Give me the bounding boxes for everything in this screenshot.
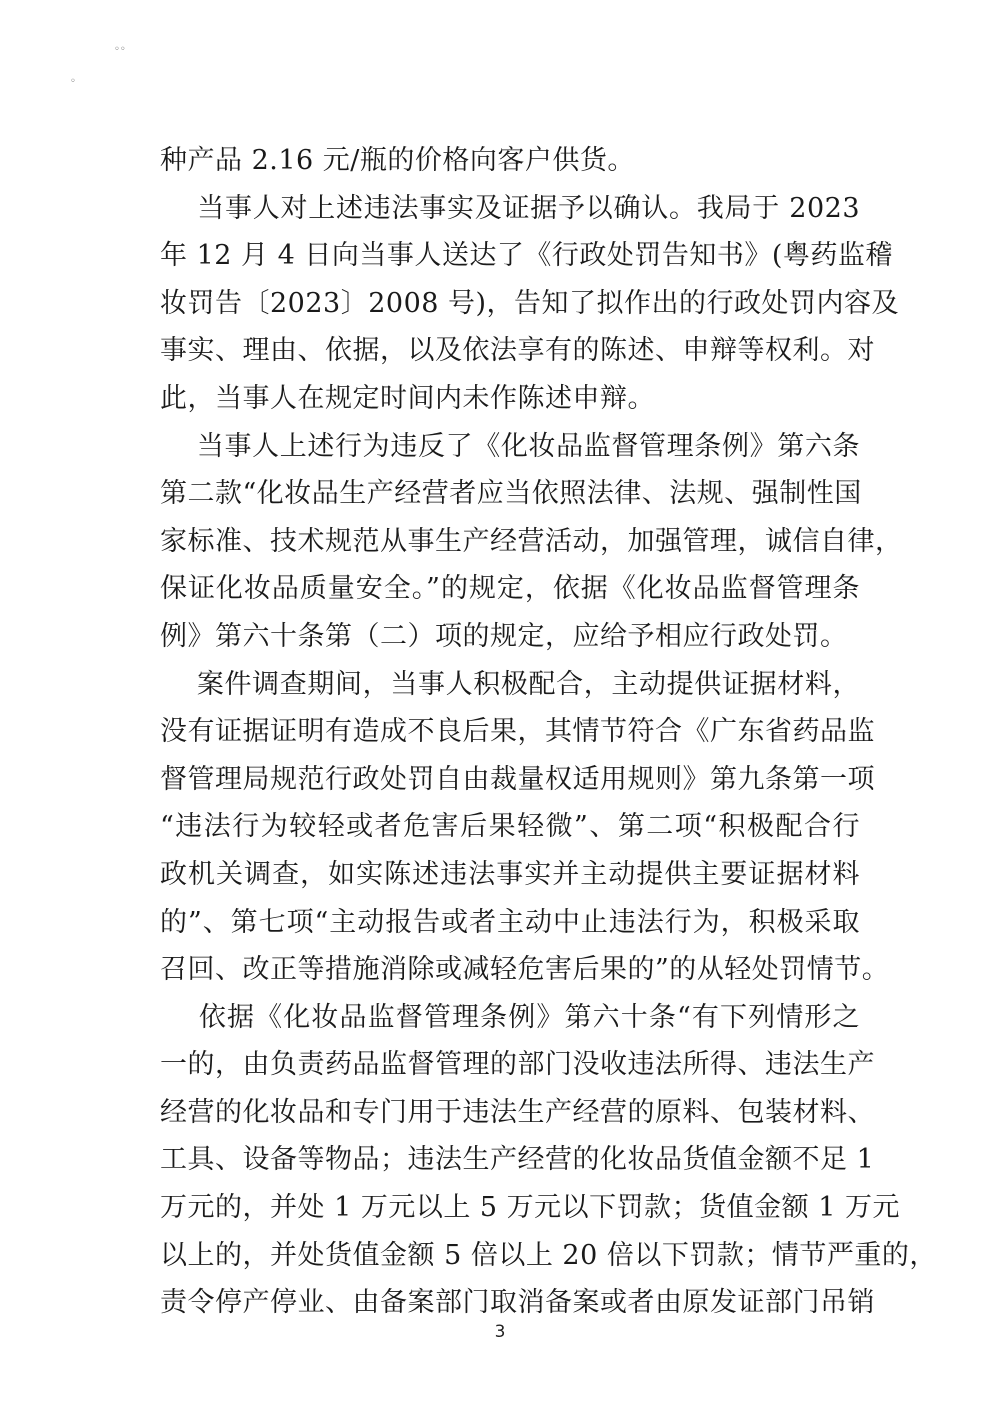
text-line: 没有证据证明有造成不良后果，其情节符合《广东省药品监 bbox=[160, 716, 875, 748]
document-body bbox=[160, 137, 937, 1327]
paragraph bbox=[160, 661, 890, 994]
text-line: 保证化妆品质量安全。”的规定，依据《化妆品监督管理条 bbox=[160, 573, 860, 605]
text-line: “违法行为较轻或者危害后果轻微”、第二项“积极配合行 bbox=[160, 811, 860, 843]
text-line: 年 12 月 4 日向当事人送达了《行政处罚告知书》(粤药监稽 bbox=[160, 240, 893, 272]
text-line: 例》第六十条第（二）项的规定，应给予相应行政处罚。 bbox=[160, 620, 848, 652]
text-line: 妆罚告〔2023〕2008 号)，告知了拟作出的行政处罚内容及 bbox=[160, 287, 900, 319]
paragraph bbox=[160, 994, 937, 1327]
text-line: 召回、改正等措施消除或减轻危害后果的”的从轻处罚情节。 bbox=[160, 954, 890, 986]
text-line: 家标准、技术规范从事生产经营活动，加强管理，诚信自律， bbox=[160, 525, 903, 557]
scan-mark: ◦ bbox=[70, 76, 76, 87]
text-line: 万元的，并处 1 万元以上 5 万元以下罚款；货值金额 1 万元 bbox=[160, 1192, 901, 1224]
text-line: 当事人上述行为违反了《化妆品监督管理条例》第六条 bbox=[160, 430, 860, 462]
text-line: 工具、设备等物品；违法生产经营的化妆品货值金额不足 1 bbox=[160, 1144, 875, 1176]
text-line: 当事人对上述违法事实及证据予以确认。我局于 2023 bbox=[160, 192, 860, 224]
scan-mark: ◦◦ bbox=[114, 44, 126, 55]
text-line: 种产品 2.16 元/瓶的价格向客户供货。 bbox=[160, 145, 635, 176]
text-line: 责令停产停业、由备案部门取消备案或者由原发证部门吊销 bbox=[160, 1287, 875, 1319]
text-line: 此，当事人在规定时间内未作陈述申辩。 bbox=[160, 382, 655, 414]
text-line: 经营的化妆品和专门用于违法生产经营的原料、包装材料、 bbox=[160, 1096, 875, 1128]
text-line: 的”、第七项“主动报告或者主动中止违法行为，积极采取 bbox=[160, 906, 860, 938]
text-line: 以上的，并处货值金额 5 倍以上 20 倍以下罚款；情节严重的， bbox=[160, 1239, 937, 1271]
text-line: 依据《化妆品监督管理条例》第六十条“有下列情形之 bbox=[160, 1001, 860, 1033]
paragraph bbox=[160, 137, 860, 185]
text-line: 第二款“化妆品生产经营者应当依照法律、法规、强制性国 bbox=[160, 478, 862, 510]
text-line: 一的，由负责药品监督管理的部门没收违法所得、违法生产 bbox=[160, 1049, 875, 1081]
page-number: 3 bbox=[494, 1322, 506, 1342]
text-line: 事实、理由、依据，以及依法享有的陈述、申辩等权利。对 bbox=[160, 335, 875, 367]
text-line: 督管理局规范行政处罚自由裁量权适用规则》第九条第一项 bbox=[160, 763, 875, 795]
paragraph bbox=[160, 185, 900, 423]
text-line: 政机关调查，如实陈述违法事实并主动提供主要证据材料 bbox=[160, 858, 860, 890]
paragraph bbox=[160, 423, 903, 661]
text-line: 案件调查期间，当事人积极配合，主动提供证据材料， bbox=[160, 668, 860, 700]
